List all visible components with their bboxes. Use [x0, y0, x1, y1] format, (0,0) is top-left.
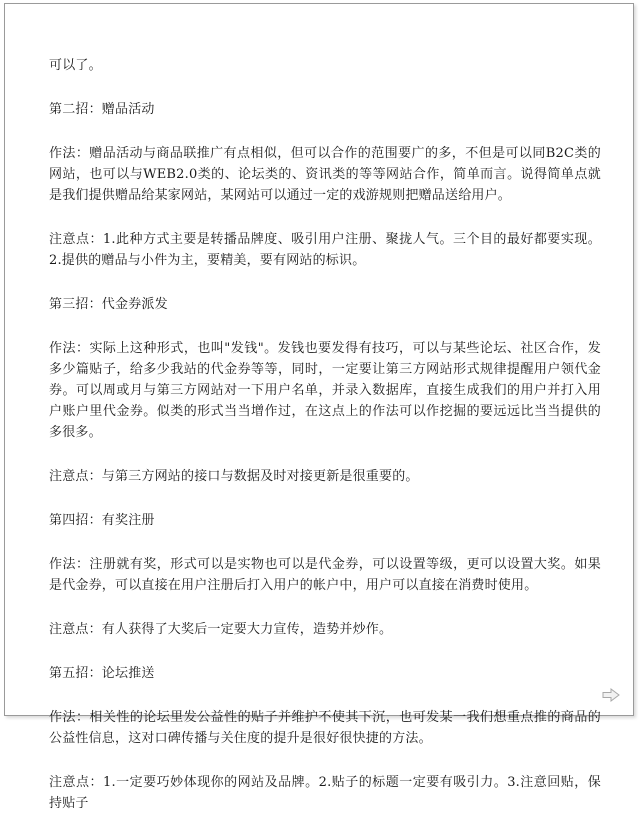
paragraph: 作法：实际上这种形式，也叫"发钱"。发钱也要发得有技巧，可以与某些论坛、社区合作，发多少篇贴子，给多少我站的代金券等等，同时，一定要让第三方网站形式规律提醒用户领代金券。可以周或月与第三方网站对一下用户名单，并录入数据库，直接生成我们的用户并打入用户账户里代金券。似类的形式当当增作过，在这点上的作法可以作挖掘的要远远比当当提供的多很多。: [49, 341, 601, 440]
paragraph: 注意点：1.一定要巧妙体现你的网站及品牌。2.贴子的标题一定要有吸引力。3.注意回贴，保持贴子: [49, 775, 601, 811]
paragraph: 注意点：1.此种方式主要是转播品牌度、吸引用户注册、聚拢人气。三个目的最好都要实现。2.提供的赠品与小件为主，要精美，要有网站的标识。: [49, 232, 601, 268]
document-body: [49, 55, 601, 837]
document-page: [4, 3, 634, 811]
paragraph: 作法：赠品活动与商品联推广有点相似，但可以合作的范围要广的多，不但是可以同B2C类的网站，也可以与WEB2.0类的、论坛类的、资讯类的等等网站合作，简单而言。说得简单点就是我们提供赠品给某家网站，某网站可以通过一定的戏游规则把赠品送给用户。: [49, 146, 601, 203]
arrow-right-icon[interactable]: [602, 688, 620, 702]
section-heading: 第三招：代金券派发: [49, 297, 168, 312]
paragraph: 作法：相关性的论坛里发公益性的贴子并维护不使其下沉，也可发某一我们想重点推的商品的公益性信息，这对口碑传播与关住度的提升是很好很快捷的方法。: [49, 710, 601, 746]
paragraph: 作法：注册就有奖，形式可以是实物也可以是代金券，可以设置等级，更可以设置大奖。如果是代金券，可以直接在用户注册后打入用户的帐户中，用户可以直接在消费时使用。: [49, 557, 601, 593]
paragraph: 注意点：有人获得了大奖后一定要大力宣传，造势并炒作。: [49, 622, 393, 637]
section-heading: 第五招：论坛推送: [49, 666, 155, 681]
section-heading: 第四招：有奖注册: [49, 513, 155, 528]
paragraph: 可以了。: [49, 58, 102, 73]
paragraph: 注意点：与第三方网站的接口与数据及时对接更新是很重要的。: [49, 469, 419, 484]
section-heading: 第二招：赠品活动: [49, 102, 155, 117]
